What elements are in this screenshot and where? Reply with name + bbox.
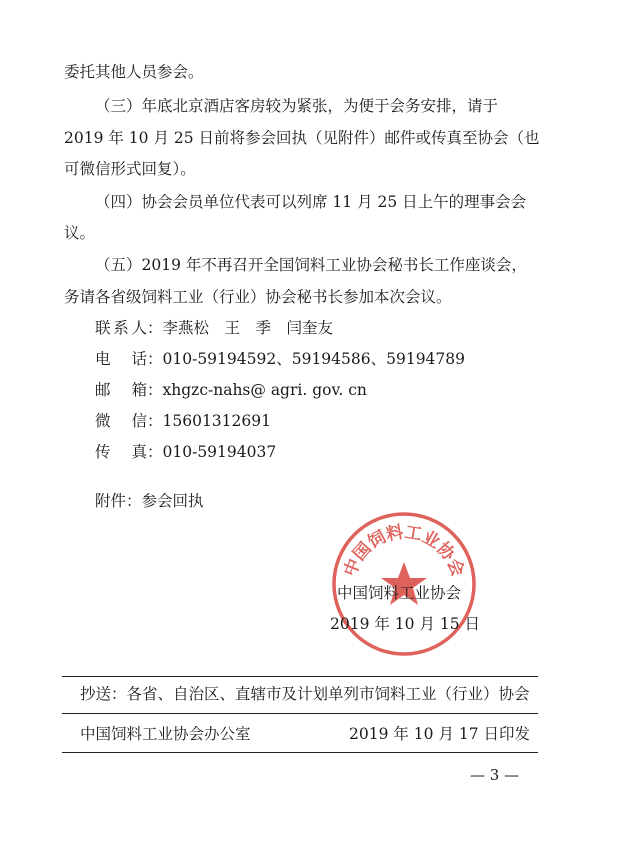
body-line-1: 委托其他人员参会。 [64,63,204,81]
footer-print-date: 2019 年 10 月 17 日印发 [349,725,531,743]
signature-date: 2019 年 10 月 15 日 [330,615,481,633]
body-line-6: 议。 [64,224,96,242]
contact-person [95,318,333,338]
footer-top-rule [62,676,538,677]
body-line-3: 2019 年 10 月 25 日前将参会回执（见附件）邮件或传真至协会（也 [64,129,540,147]
body-line-2: （三）年底北京酒店客房较为紧张，为便于会务安排，请于 [95,97,499,115]
contact-fax [95,442,276,462]
body-line-4: 可微信形式回复）。 [64,160,196,178]
contact-fax-value: ：010-59194037 [147,443,277,461]
contact-phone-value: ：010-59194592、59194586、59194789 [147,350,465,368]
page-number: — 3 — [470,766,520,784]
body-line-8: 务请各省级饲料工业（行业）协会秘书长参加本次会议。 [64,288,452,306]
footer-middle-rule [62,713,538,714]
contact-phone-label: 电 话 [95,350,147,368]
footer-bottom-rule [62,752,538,753]
contact-wechat-label: 微 信 [95,412,147,430]
footer-cc: 抄送：各省、自治区、直辖市及计划单列市饲料工业（行业）协会 [80,685,530,703]
contact-email-value: ：xhgzc-nahs@ agri. gov. cn [147,381,367,399]
contact-person-value: ：李燕松 王 季 闫奎友 [147,319,334,337]
contact-wechat [95,411,271,431]
contact-fax-label: 传 真 [95,443,147,461]
body-line-7: （五）2019 年不再召开全国饲料工业协会秘书长工作座谈会， [95,256,527,274]
contact-email [95,380,367,400]
attachment-note: 附件：参会回执 [95,492,204,510]
contact-phone [95,349,465,369]
svg-text:中国饲料工业协会: 中国饲料工业协会 [340,522,468,580]
contact-person-label: 联系人 [95,319,147,337]
contact-wechat-value: ：15601312691 [147,412,271,430]
body-line-5: （四）协会会员单位代表可以列席 11 月 25 日上午的理事会会 [95,193,527,211]
contact-email-label: 邮 箱 [95,381,147,399]
footer-office: 中国饲料工业协会办公室 [80,725,251,743]
signature-org: 中国饲料工业协会 [337,584,462,602]
